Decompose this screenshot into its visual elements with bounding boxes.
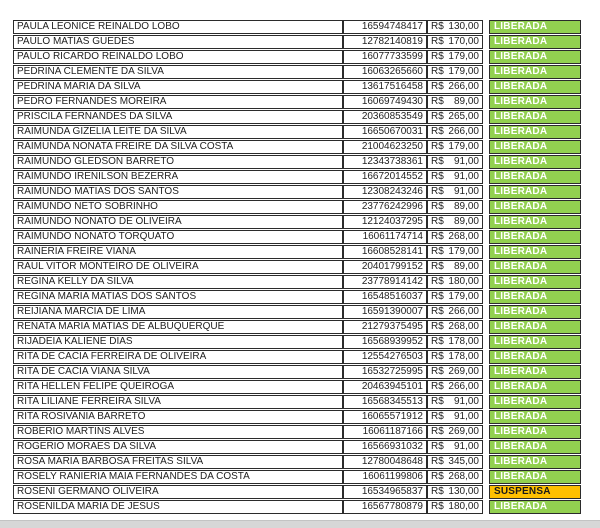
cell-value bbox=[427, 155, 483, 169]
status-badge: LIBERADA bbox=[489, 455, 581, 469]
status-badge: LIBERADA bbox=[489, 275, 581, 289]
table-row bbox=[13, 140, 581, 154]
table-row bbox=[13, 470, 581, 484]
status-badge: LIBERADA bbox=[489, 215, 581, 229]
currency-symbol: R$ bbox=[431, 261, 444, 272]
cell-name: RAIMUNDO MATIAS DOS SANTOS bbox=[13, 185, 343, 199]
cell-value bbox=[427, 500, 483, 514]
cell-nis: 16567780879 bbox=[343, 500, 427, 514]
currency-symbol: R$ bbox=[431, 111, 444, 122]
currency-symbol: R$ bbox=[431, 231, 444, 242]
cell-name: RITA HELLEN FELIPE QUEIROGA bbox=[13, 380, 343, 394]
status-badge: LIBERADA bbox=[489, 35, 581, 49]
table-row bbox=[13, 230, 581, 244]
cell-amount: 180,00 bbox=[448, 501, 479, 512]
cell-value bbox=[427, 440, 483, 454]
table-row bbox=[13, 500, 581, 514]
cell-amount: 170,00 bbox=[448, 36, 479, 47]
cell-name: ROBERIO MARTINS ALVES bbox=[13, 425, 343, 439]
status-badge: LIBERADA bbox=[489, 65, 581, 79]
status-badge: LIBERADA bbox=[489, 230, 581, 244]
status-badge: LIBERADA bbox=[489, 170, 581, 184]
cell-nis: 16672014552 bbox=[343, 170, 427, 184]
cell-name: PEDRINA CLEMENTE DA SILVA bbox=[13, 65, 343, 79]
currency-symbol: R$ bbox=[431, 36, 444, 47]
cell-amount: 265,00 bbox=[448, 111, 479, 122]
table-row bbox=[13, 410, 581, 424]
cell-value bbox=[427, 380, 483, 394]
cell-name: RAIMUNDO IRENILSON BEZERRA bbox=[13, 170, 343, 184]
cell-name: REGINA KELLY DA SILVA bbox=[13, 275, 343, 289]
currency-symbol: R$ bbox=[431, 171, 444, 182]
status-badge: LIBERADA bbox=[489, 245, 581, 259]
cell-name: PEDRO FERNANDES MOREIRA bbox=[13, 95, 343, 109]
status-badge: LIBERADA bbox=[489, 305, 581, 319]
currency-symbol: R$ bbox=[431, 81, 444, 92]
table-row bbox=[13, 290, 581, 304]
cell-name: PEDRINA MARIA DA SILVA bbox=[13, 80, 343, 94]
cell-name: PAULO RICARDO REINALDO LOBO bbox=[13, 50, 343, 64]
status-badge: LIBERADA bbox=[489, 500, 581, 514]
cell-amount: 130,00 bbox=[448, 21, 479, 32]
currency-symbol: R$ bbox=[431, 21, 444, 32]
cell-name: RAIMUNDO GLEDSON BARRETO bbox=[13, 155, 343, 169]
cell-amount: 178,00 bbox=[448, 336, 479, 347]
cell-name: RITA ROSIVANIA BARRETO bbox=[13, 410, 343, 424]
cell-name: RAIMUNDA GIZELIA LEITE DA SILVA bbox=[13, 125, 343, 139]
cell-amount: 91,00 bbox=[453, 411, 479, 422]
cell-nis: 20360853549 bbox=[343, 110, 427, 124]
table-row bbox=[13, 260, 581, 274]
currency-symbol: R$ bbox=[431, 426, 444, 437]
cell-nis: 16591390007 bbox=[343, 305, 427, 319]
table-row bbox=[13, 305, 581, 319]
status-badge: LIBERADA bbox=[489, 470, 581, 484]
cell-value bbox=[427, 170, 483, 184]
table-row bbox=[13, 320, 581, 334]
cell-name: RAIMUNDA NONATA FREIRE DA SILVA COSTA bbox=[13, 140, 343, 154]
cell-nis: 16568345513 bbox=[343, 395, 427, 409]
status-badge: LIBERADA bbox=[489, 380, 581, 394]
status-badge: LIBERADA bbox=[489, 350, 581, 364]
cell-name: RENATA MARIA MATIAS DE ALBUQUERQUE bbox=[13, 320, 343, 334]
cell-amount: 180,00 bbox=[448, 276, 479, 287]
cell-value bbox=[427, 335, 483, 349]
cell-amount: 89,00 bbox=[453, 261, 479, 272]
cell-nis: 16065571912 bbox=[343, 410, 427, 424]
table-row bbox=[13, 485, 581, 499]
cell-nis: 12308243246 bbox=[343, 185, 427, 199]
beneficiary-table bbox=[13, 20, 581, 515]
table-row bbox=[13, 170, 581, 184]
cell-nis: 12780048648 bbox=[343, 455, 427, 469]
cell-amount: 179,00 bbox=[448, 246, 479, 257]
status-badge: LIBERADA bbox=[489, 335, 581, 349]
cell-value bbox=[427, 35, 483, 49]
cell-nis: 16594748417 bbox=[343, 20, 427, 34]
currency-symbol: R$ bbox=[431, 306, 444, 317]
cell-value bbox=[427, 485, 483, 499]
table-row bbox=[13, 80, 581, 94]
cell-nis: 16077733599 bbox=[343, 50, 427, 64]
currency-symbol: R$ bbox=[431, 126, 444, 137]
status-badge: LIBERADA bbox=[489, 290, 581, 304]
status-badge: LIBERADA bbox=[489, 200, 581, 214]
cell-value bbox=[427, 215, 483, 229]
cell-nis: 16061199806 bbox=[343, 470, 427, 484]
status-badge: LIBERADA bbox=[489, 155, 581, 169]
table-row bbox=[13, 350, 581, 364]
cell-name: REIJIANA MARCIA DE LIMA bbox=[13, 305, 343, 319]
cell-name: PRISCILA FERNANDES DA SILVA bbox=[13, 110, 343, 124]
currency-symbol: R$ bbox=[431, 276, 444, 287]
status-badge: LIBERADA bbox=[489, 80, 581, 94]
status-badge: LIBERADA bbox=[489, 260, 581, 274]
cell-value bbox=[427, 245, 483, 259]
cell-nis: 20401799152 bbox=[343, 260, 427, 274]
cell-nis: 16568939952 bbox=[343, 335, 427, 349]
cell-name: RAIMUNDO NETO SOBRINHO bbox=[13, 200, 343, 214]
cell-amount: 89,00 bbox=[453, 216, 479, 227]
cell-nis: 16566931032 bbox=[343, 440, 427, 454]
currency-symbol: R$ bbox=[431, 201, 444, 212]
status-badge: LIBERADA bbox=[489, 365, 581, 379]
table-row bbox=[13, 20, 581, 34]
currency-symbol: R$ bbox=[431, 156, 444, 167]
cell-value bbox=[427, 200, 483, 214]
cell-nis: 21004623250 bbox=[343, 140, 427, 154]
cell-name: RAIMUNDO NONATO DE OLIVEIRA bbox=[13, 215, 343, 229]
cell-value bbox=[427, 305, 483, 319]
currency-symbol: R$ bbox=[431, 381, 444, 392]
cell-value bbox=[427, 320, 483, 334]
status-badge: LIBERADA bbox=[489, 410, 581, 424]
cell-amount: 89,00 bbox=[453, 201, 479, 212]
cell-amount: 269,00 bbox=[448, 426, 479, 437]
cell-amount: 266,00 bbox=[448, 306, 479, 317]
cell-value bbox=[427, 185, 483, 199]
cell-name: ROSELY RANIERIA MAIA FERNANDES DA COSTA bbox=[13, 470, 343, 484]
status-badge: LIBERADA bbox=[489, 20, 581, 34]
status-badge: LIBERADA bbox=[489, 125, 581, 139]
table-row bbox=[13, 440, 581, 454]
cell-nis: 16608528141 bbox=[343, 245, 427, 259]
table-row bbox=[13, 215, 581, 229]
currency-symbol: R$ bbox=[431, 471, 444, 482]
cell-value bbox=[427, 110, 483, 124]
cell-amount: 91,00 bbox=[453, 441, 479, 452]
table-row bbox=[13, 425, 581, 439]
cell-value bbox=[427, 65, 483, 79]
status-badge: LIBERADA bbox=[489, 320, 581, 334]
cell-amount: 91,00 bbox=[453, 396, 479, 407]
table-row bbox=[13, 455, 581, 469]
table-row bbox=[13, 365, 581, 379]
cell-value bbox=[427, 425, 483, 439]
status-badge: LIBERADA bbox=[489, 440, 581, 454]
cell-name: RAINERIA FREIRE VIANA bbox=[13, 245, 343, 259]
cell-name: RITA DE CACIA FERREIRA DE OLIVEIRA bbox=[13, 350, 343, 364]
cell-name: REGINA MARIA MATIAS DOS SANTOS bbox=[13, 290, 343, 304]
currency-symbol: R$ bbox=[431, 51, 444, 62]
cell-value bbox=[427, 140, 483, 154]
cell-amount: 179,00 bbox=[448, 66, 479, 77]
currency-symbol: R$ bbox=[431, 411, 444, 422]
cell-amount: 91,00 bbox=[453, 156, 479, 167]
cell-name: RITA LILIANE FERREIRA SILVA bbox=[13, 395, 343, 409]
table-row bbox=[13, 50, 581, 64]
status-badge: LIBERADA bbox=[489, 95, 581, 109]
table-row bbox=[13, 335, 581, 349]
cell-nis: 16069749430 bbox=[343, 95, 427, 109]
cell-value bbox=[427, 395, 483, 409]
table-row bbox=[13, 380, 581, 394]
cell-amount: 268,00 bbox=[448, 231, 479, 242]
cell-nis: 23776242996 bbox=[343, 200, 427, 214]
cell-amount: 178,00 bbox=[448, 351, 479, 362]
currency-symbol: R$ bbox=[431, 456, 444, 467]
currency-symbol: R$ bbox=[431, 336, 444, 347]
cell-amount: 266,00 bbox=[448, 126, 479, 137]
cell-value bbox=[427, 125, 483, 139]
cell-name: PAULO MATIAS GUEDES bbox=[13, 35, 343, 49]
status-badge: LIBERADA bbox=[489, 395, 581, 409]
cell-amount: 268,00 bbox=[448, 471, 479, 482]
cell-value bbox=[427, 275, 483, 289]
cell-name: RAUL VITOR MONTEIRO DE OLIVEIRA bbox=[13, 260, 343, 274]
table-row bbox=[13, 95, 581, 109]
currency-symbol: R$ bbox=[431, 441, 444, 452]
cell-nis: 23778914142 bbox=[343, 275, 427, 289]
cell-nis: 21279375495 bbox=[343, 320, 427, 334]
table-row bbox=[13, 275, 581, 289]
cell-nis: 16063265660 bbox=[343, 65, 427, 79]
table-row bbox=[13, 155, 581, 169]
currency-symbol: R$ bbox=[431, 216, 444, 227]
currency-symbol: R$ bbox=[431, 396, 444, 407]
cell-amount: 266,00 bbox=[448, 81, 479, 92]
cell-amount: 345,00 bbox=[448, 456, 479, 467]
cell-name: ROSENILDA MARIA DE JESUS bbox=[13, 500, 343, 514]
cell-name: ROGERIO MORAES DA SILVA bbox=[13, 440, 343, 454]
table-row bbox=[13, 245, 581, 259]
cell-value bbox=[427, 410, 483, 424]
cell-nis: 13617516458 bbox=[343, 80, 427, 94]
table-row bbox=[13, 200, 581, 214]
cell-nis: 16650670031 bbox=[343, 125, 427, 139]
status-badge: SUSPENSA bbox=[489, 485, 581, 499]
cell-value bbox=[427, 470, 483, 484]
currency-symbol: R$ bbox=[431, 486, 444, 497]
status-badge: LIBERADA bbox=[489, 425, 581, 439]
cell-value bbox=[427, 80, 483, 94]
cell-value bbox=[427, 290, 483, 304]
cell-value bbox=[427, 350, 483, 364]
table-row bbox=[13, 395, 581, 409]
cell-value bbox=[427, 365, 483, 379]
cell-value bbox=[427, 50, 483, 64]
cell-name: PAULA LEONICE REINALDO LOBO bbox=[13, 20, 343, 34]
currency-symbol: R$ bbox=[431, 246, 444, 257]
cell-value bbox=[427, 95, 483, 109]
cell-amount: 179,00 bbox=[448, 291, 479, 302]
cell-name: ROSENI GERMANO OLIVEIRA bbox=[13, 485, 343, 499]
cell-name: RIJADEIA KALIENE DIAS bbox=[13, 335, 343, 349]
currency-symbol: R$ bbox=[431, 501, 444, 512]
cell-nis: 20463945101 bbox=[343, 380, 427, 394]
currency-symbol: R$ bbox=[431, 186, 444, 197]
cell-nis: 12782140819 bbox=[343, 35, 427, 49]
cell-name: ROSA MARIA BARBOSA FREITAS SILVA bbox=[13, 455, 343, 469]
cell-value bbox=[427, 20, 483, 34]
cell-amount: 179,00 bbox=[448, 51, 479, 62]
table-row bbox=[13, 35, 581, 49]
table-row bbox=[13, 185, 581, 199]
currency-symbol: R$ bbox=[431, 66, 444, 77]
cell-amount: 91,00 bbox=[453, 186, 479, 197]
cell-nis: 12124037295 bbox=[343, 215, 427, 229]
cell-amount: 266,00 bbox=[448, 381, 479, 392]
currency-symbol: R$ bbox=[431, 321, 444, 332]
cell-name: RITA DE CACIA VIANA SILVA bbox=[13, 365, 343, 379]
cell-amount: 91,00 bbox=[453, 171, 479, 182]
cell-nis: 16061174714 bbox=[343, 230, 427, 244]
currency-symbol: R$ bbox=[431, 351, 444, 362]
cell-name: RAIMUNDO NONATO TORQUATO bbox=[13, 230, 343, 244]
currency-symbol: R$ bbox=[431, 96, 444, 107]
status-badge: LIBERADA bbox=[489, 110, 581, 124]
status-badge: LIBERADA bbox=[489, 140, 581, 154]
cell-nis: 16061187166 bbox=[343, 425, 427, 439]
cell-nis: 16548516037 bbox=[343, 290, 427, 304]
cell-nis: 16534965837 bbox=[343, 485, 427, 499]
cell-amount: 269,00 bbox=[448, 366, 479, 377]
cell-nis: 16532725995 bbox=[343, 365, 427, 379]
cell-value bbox=[427, 260, 483, 274]
window-bottom-edge bbox=[0, 520, 600, 528]
cell-amount: 130,00 bbox=[448, 486, 479, 497]
table-row bbox=[13, 65, 581, 79]
currency-symbol: R$ bbox=[431, 291, 444, 302]
table-row bbox=[13, 125, 581, 139]
cell-value bbox=[427, 230, 483, 244]
cell-value bbox=[427, 455, 483, 469]
cell-amount: 268,00 bbox=[448, 321, 479, 332]
cell-amount: 89,00 bbox=[453, 96, 479, 107]
currency-symbol: R$ bbox=[431, 366, 444, 377]
status-badge: LIBERADA bbox=[489, 185, 581, 199]
cell-nis: 12554276503 bbox=[343, 350, 427, 364]
table-row bbox=[13, 110, 581, 124]
status-badge: LIBERADA bbox=[489, 50, 581, 64]
cell-nis: 12343738361 bbox=[343, 155, 427, 169]
currency-symbol: R$ bbox=[431, 141, 444, 152]
cell-amount: 179,00 bbox=[448, 141, 479, 152]
